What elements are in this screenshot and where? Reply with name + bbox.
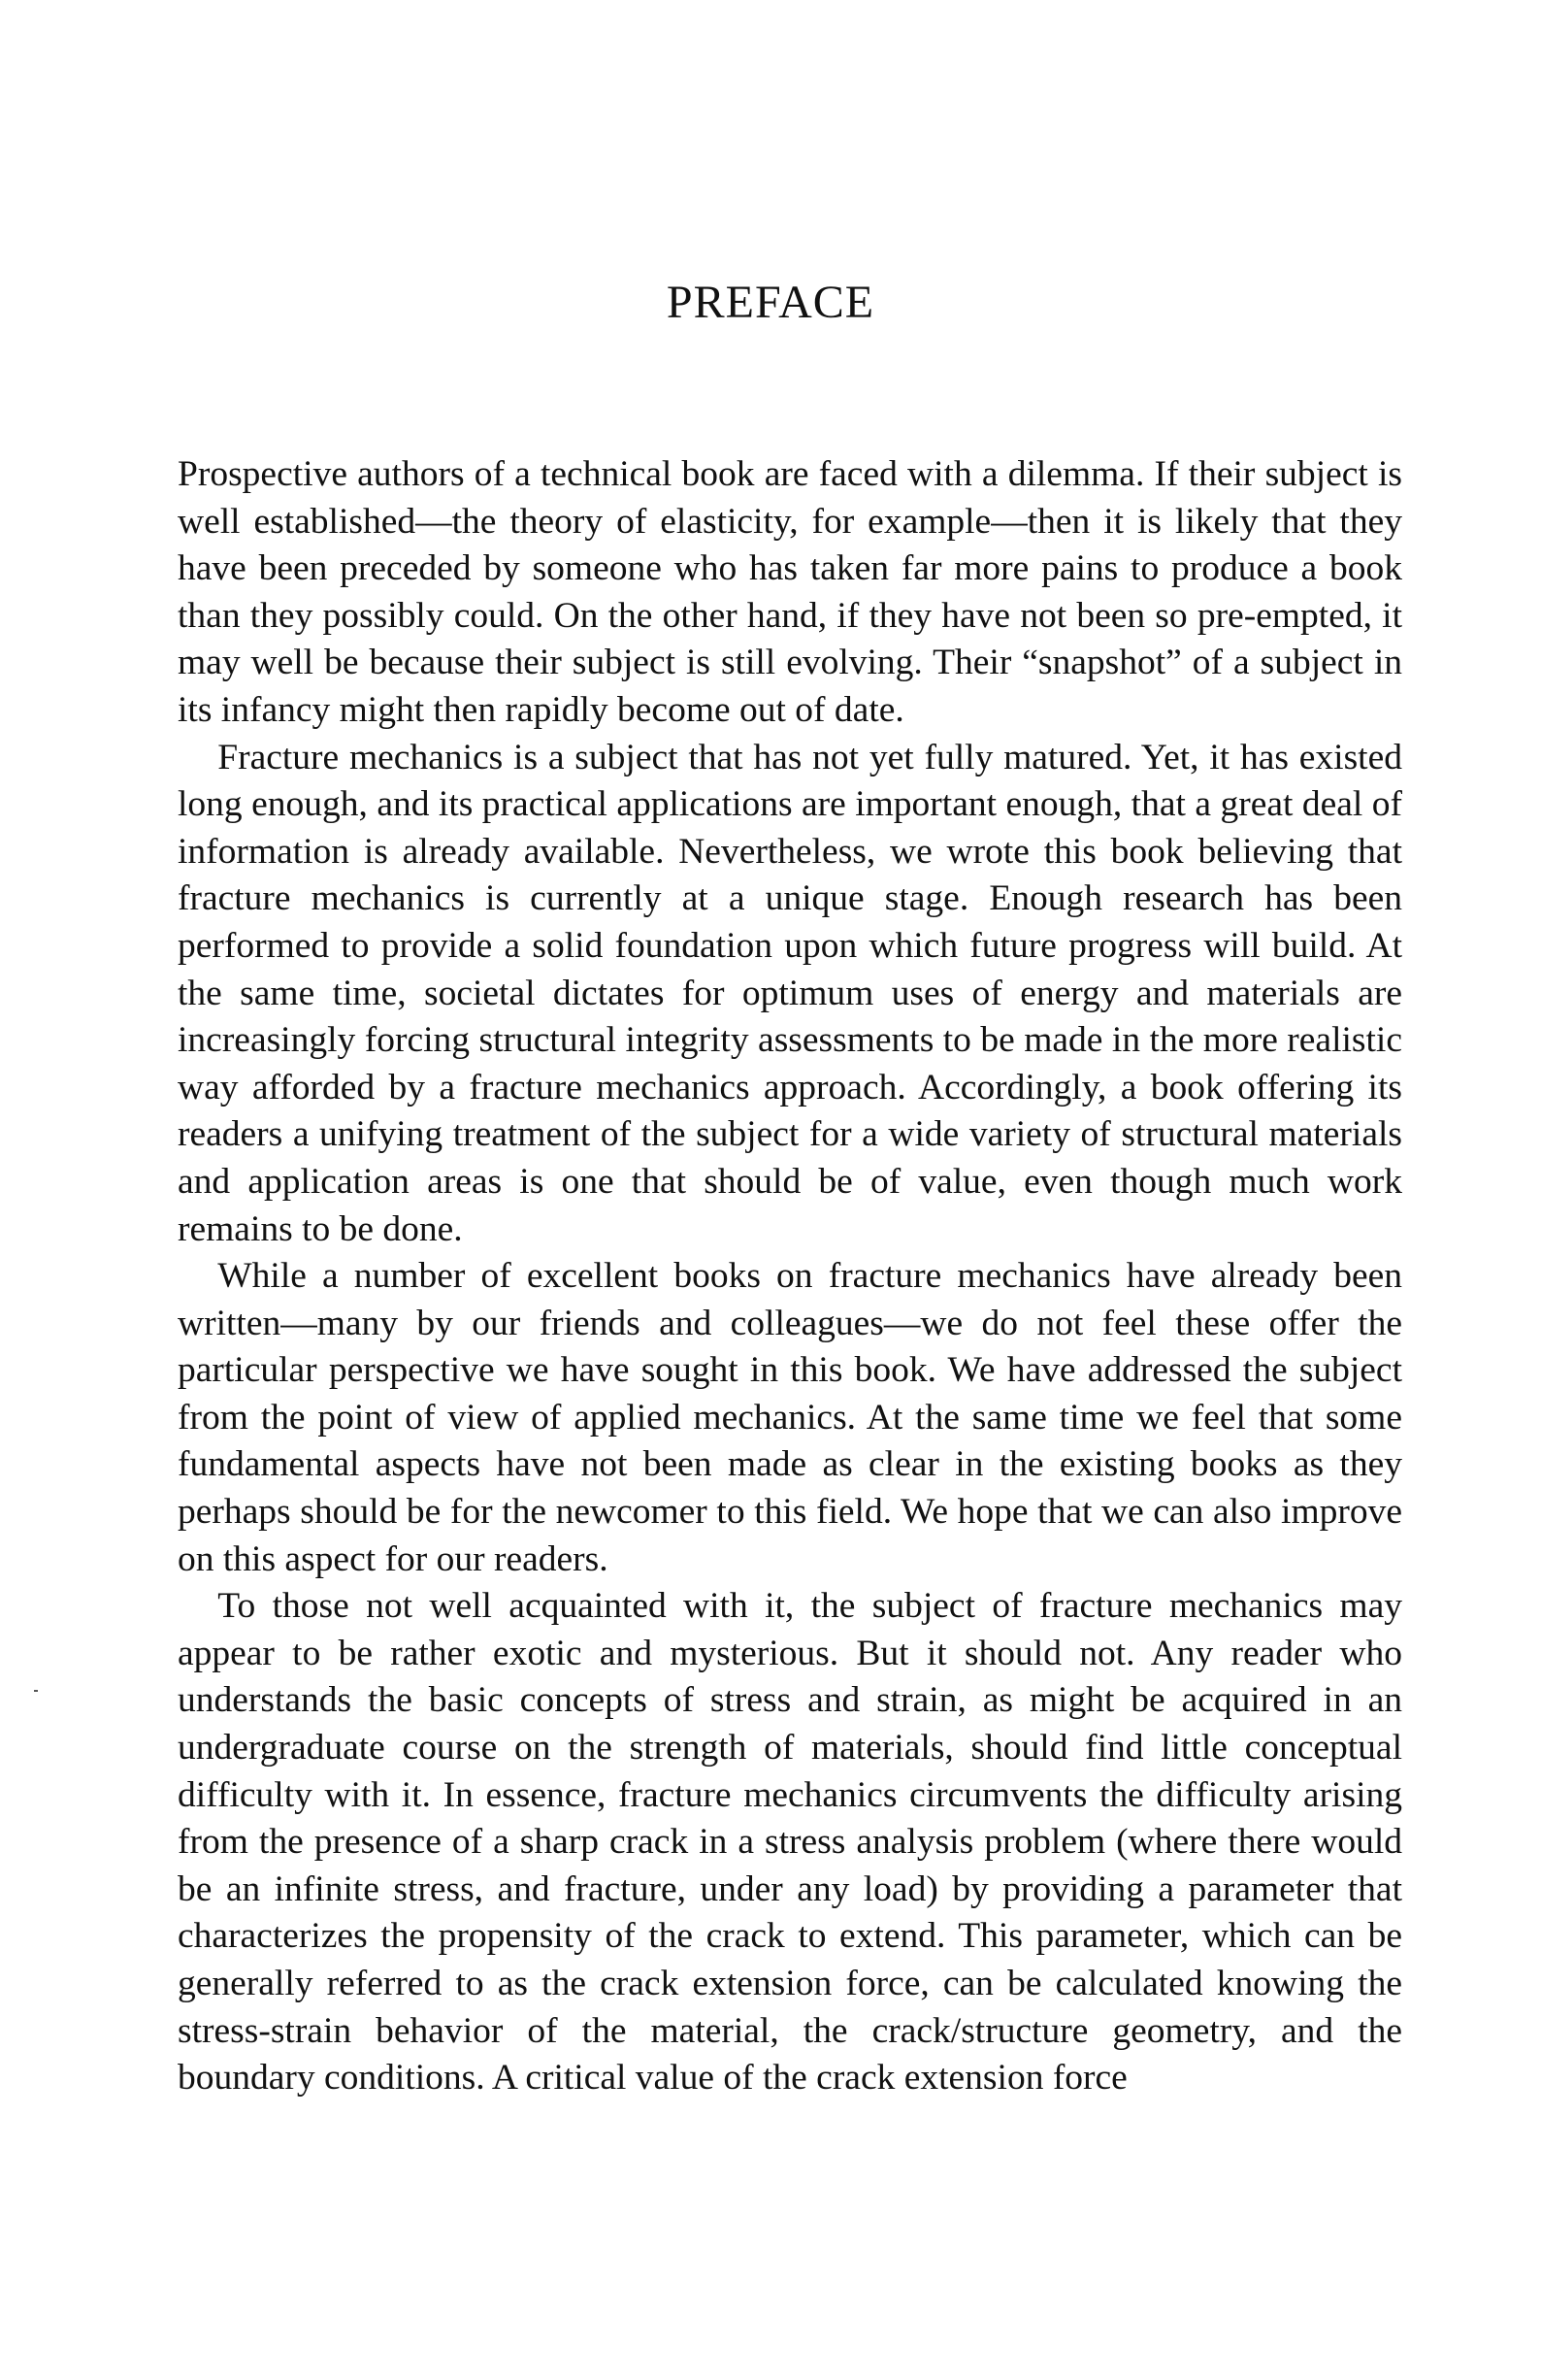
body-text bbox=[178, 451, 1402, 2102]
paragraph-1: Prospective authors of a technical book are faced with a dilemma. If their subject is well established—the theory of elasticity, for example—then it is likely that they have been preceded by someone who has taken far more pains to produce a book than they possibly could. On the other hand, if they have not been so pre-empted, it may well be because their subject is still evolving. Their “snapshot” of a subject in its infancy might then rapidly become out of date. bbox=[178, 454, 1402, 730]
paragraph-3: While a number of excellent books on fracture mechanics have already been written—many by our friends and colleagues—we do not feel these offer the particular perspective we have sought in this book. We have addressed the subject from the point of view of applied mechanics. At the same time we feel that some fundamental aspects have not been made as clear in the existing books as they perhaps should be for the newcomer to this field. We hope that we can also improve on this aspect for our readers. bbox=[178, 1256, 1402, 1579]
page-title: PREFACE bbox=[666, 277, 875, 328]
margin-speck bbox=[34, 1690, 38, 1692]
paragraph-4: To those not well acquainted with it, the subject of fracture mechanics may appear to be rather exotic and mysterious. But it should not. Any reader who understands the basic concepts of stress and strain, as might be acquired in an undergraduate course on the strength of materials, should find little conceptual difficulty with it. In essence, fracture mechanics circumvents the difficulty arising from the presence of a sharp crack in a stress analysis problem (where there would be an infinite stress, and fracture, under any load) by providing a parameter that characterizes the propensity of the crack to extend. This parameter, which can be generally referred to as the crack extension force, can be calculated knowing the stress-strain behavior of the material, the crack/structure geometry, and the boundary conditions. A critical value of the crack extension force bbox=[178, 1586, 1402, 2099]
paragraph-2: Fracture mechanics is a subject that has not yet fully matured. Yet, it has existed long enough, and its practical applications are important enough, that a great deal of information is already available. Nevertheless, we wrote this book believing that fracture mechanics is currently at a unique stage. Enough research has been performed to provide a solid foundation upon which future progress will build. At the same time, societal dictates for optimum uses of energy and materials are increasingly forcing structural integrity assessments to be made in the more realistic way afforded by a fracture mechanics approach. Accordingly, a book offering its readers a unifying treatment of the subject for a wide variety of structural materials and application areas is one that should be of value, even though much work remains to be done. bbox=[178, 737, 1402, 1249]
